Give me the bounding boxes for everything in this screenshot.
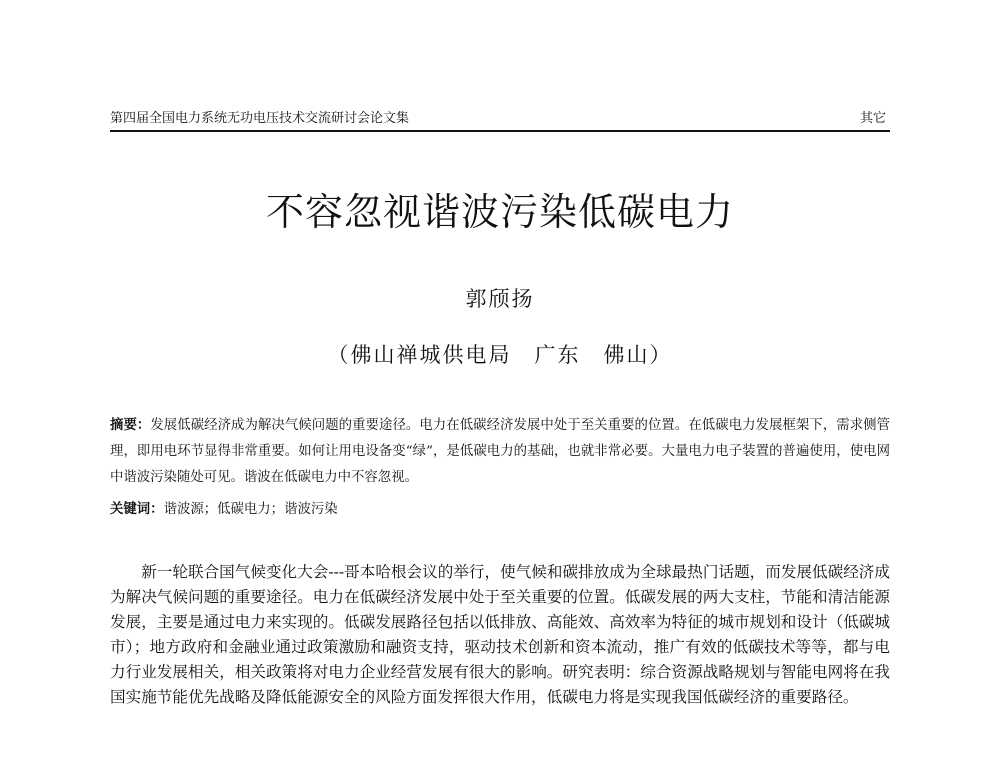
keywords-text: 谐波源；低碳电力；谐波污染: [163, 502, 338, 517]
journal-name: 第四届全国电力系统无功电压技术交流研讨会论文集: [110, 111, 410, 126]
section-name: 其它: [859, 111, 886, 126]
keywords: [110, 497, 890, 523]
author-affiliation: （佛山禅城供电局 广东 佛山）: [327, 343, 673, 367]
paper-title: 不容忽视谐波污染低碳电力: [265, 190, 734, 234]
body-paragraph: 新一轮联合国气候变化大会---哥本哈根会议的举行，使气候和碳排放成为全球最热门话题，而发展低碳经济成为解决气候问题的重要途径。电力在低碳经济发展中处于至关重要的位置。低碳发展的两大支柱，节能和清洁能源发展，主要是通过电力来实现的。低碳发展路径包括以低排放、高能效、高效率为特征的城市规划和设计（低碳城市）；地方政府和金融业通过政策激励和融资支持，驱动技术创新和资本流动，推广有效的低碳技术等等，都与电力行业发展相关，相关政策将对电力企业经营发展有很大的影响。研究表明：综合资源战略规划与智能电网将在我国实施节能优先战略及降低能源安全的风险方面发挥很大作用，低碳电力将是实现我国低碳经济的重要路径。: [110, 563, 890, 706]
author-name: 郭颀扬: [465, 287, 535, 311]
abstract: [110, 413, 890, 491]
abstract-text: 发展低碳经济成为解决气候问题的重要途径。电力在低碳经济发展中处于至关重要的位置。在低碳电力发展框架下，需求侧管理，即用电环节显得非常重要。如何让用电设备变“绿”，是低碳电力的基础，也就非常必要。大量电力电子装置的普遍使用，使电网中谐波污染随处可见。谐波在低碳电力中不容忽视。: [110, 418, 891, 485]
keywords-label: 关键词：: [110, 502, 164, 517]
running-header: [110, 108, 890, 130]
header-divider: [110, 130, 890, 132]
abstract-label: 摘要：: [110, 418, 151, 433]
